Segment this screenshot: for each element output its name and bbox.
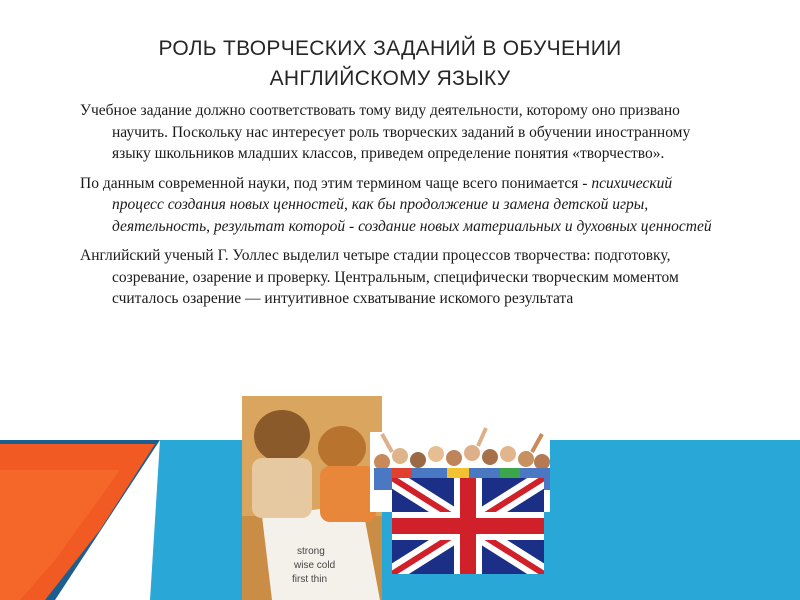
paragraph-2-definition: психический процесс создания новых ценностей, как бы продолжение и замена детской игры, деятельность, результат которой - создание новых материальных и духовных ценностей: [112, 174, 712, 235]
flag-pole-shadow: [390, 574, 546, 600]
child-body-2: [320, 466, 376, 522]
slide-title: [110, 34, 670, 94]
paragraph-2: [80, 173, 720, 238]
slide-body: [80, 100, 720, 318]
paragraph-1: [80, 100, 720, 165]
child-head-1: [254, 410, 310, 462]
paper-word-2: wise cold: [294, 560, 336, 571]
child-body-1: [252, 458, 312, 518]
uk-flag: [392, 478, 544, 574]
title-line-2: АНГЛИЙСКОМУ ЯЗЫКУ: [269, 67, 511, 90]
paper-word-3: first thin: [292, 574, 328, 585]
paragraph-3-text: Английский ученый Г. Уоллес выделил четыре стадии процессов творчества: подготовку, созревание, озарение и проверку. Центральным, специфически творческим моментом считалось озарение — интуитивное схватывание искомого результата: [80, 247, 679, 307]
paragraph-3: [80, 245, 720, 310]
title-line-1: РОЛЬ ТВОРЧЕСКИХ ЗАДАНИЙ В ОБУЧЕНИИ: [158, 37, 622, 60]
paragraph-2-lead: По данным современной науки, под этим термином чаще всего понимается -: [80, 174, 592, 192]
paper-word-1: strong: [297, 546, 325, 557]
child-head-2: [318, 426, 366, 470]
illustration-children-and-uk-flag: [242, 396, 560, 600]
paragraph-1-text: Учебное задание должно соответствовать тому виду деятельности, которому оно призвано научить. Поскольку нас интересует роль творческих заданий в обучении иностранному языку школьников младших классов, приведем определение понятия «творчество».: [80, 102, 691, 162]
illustration-svg: [242, 396, 560, 600]
